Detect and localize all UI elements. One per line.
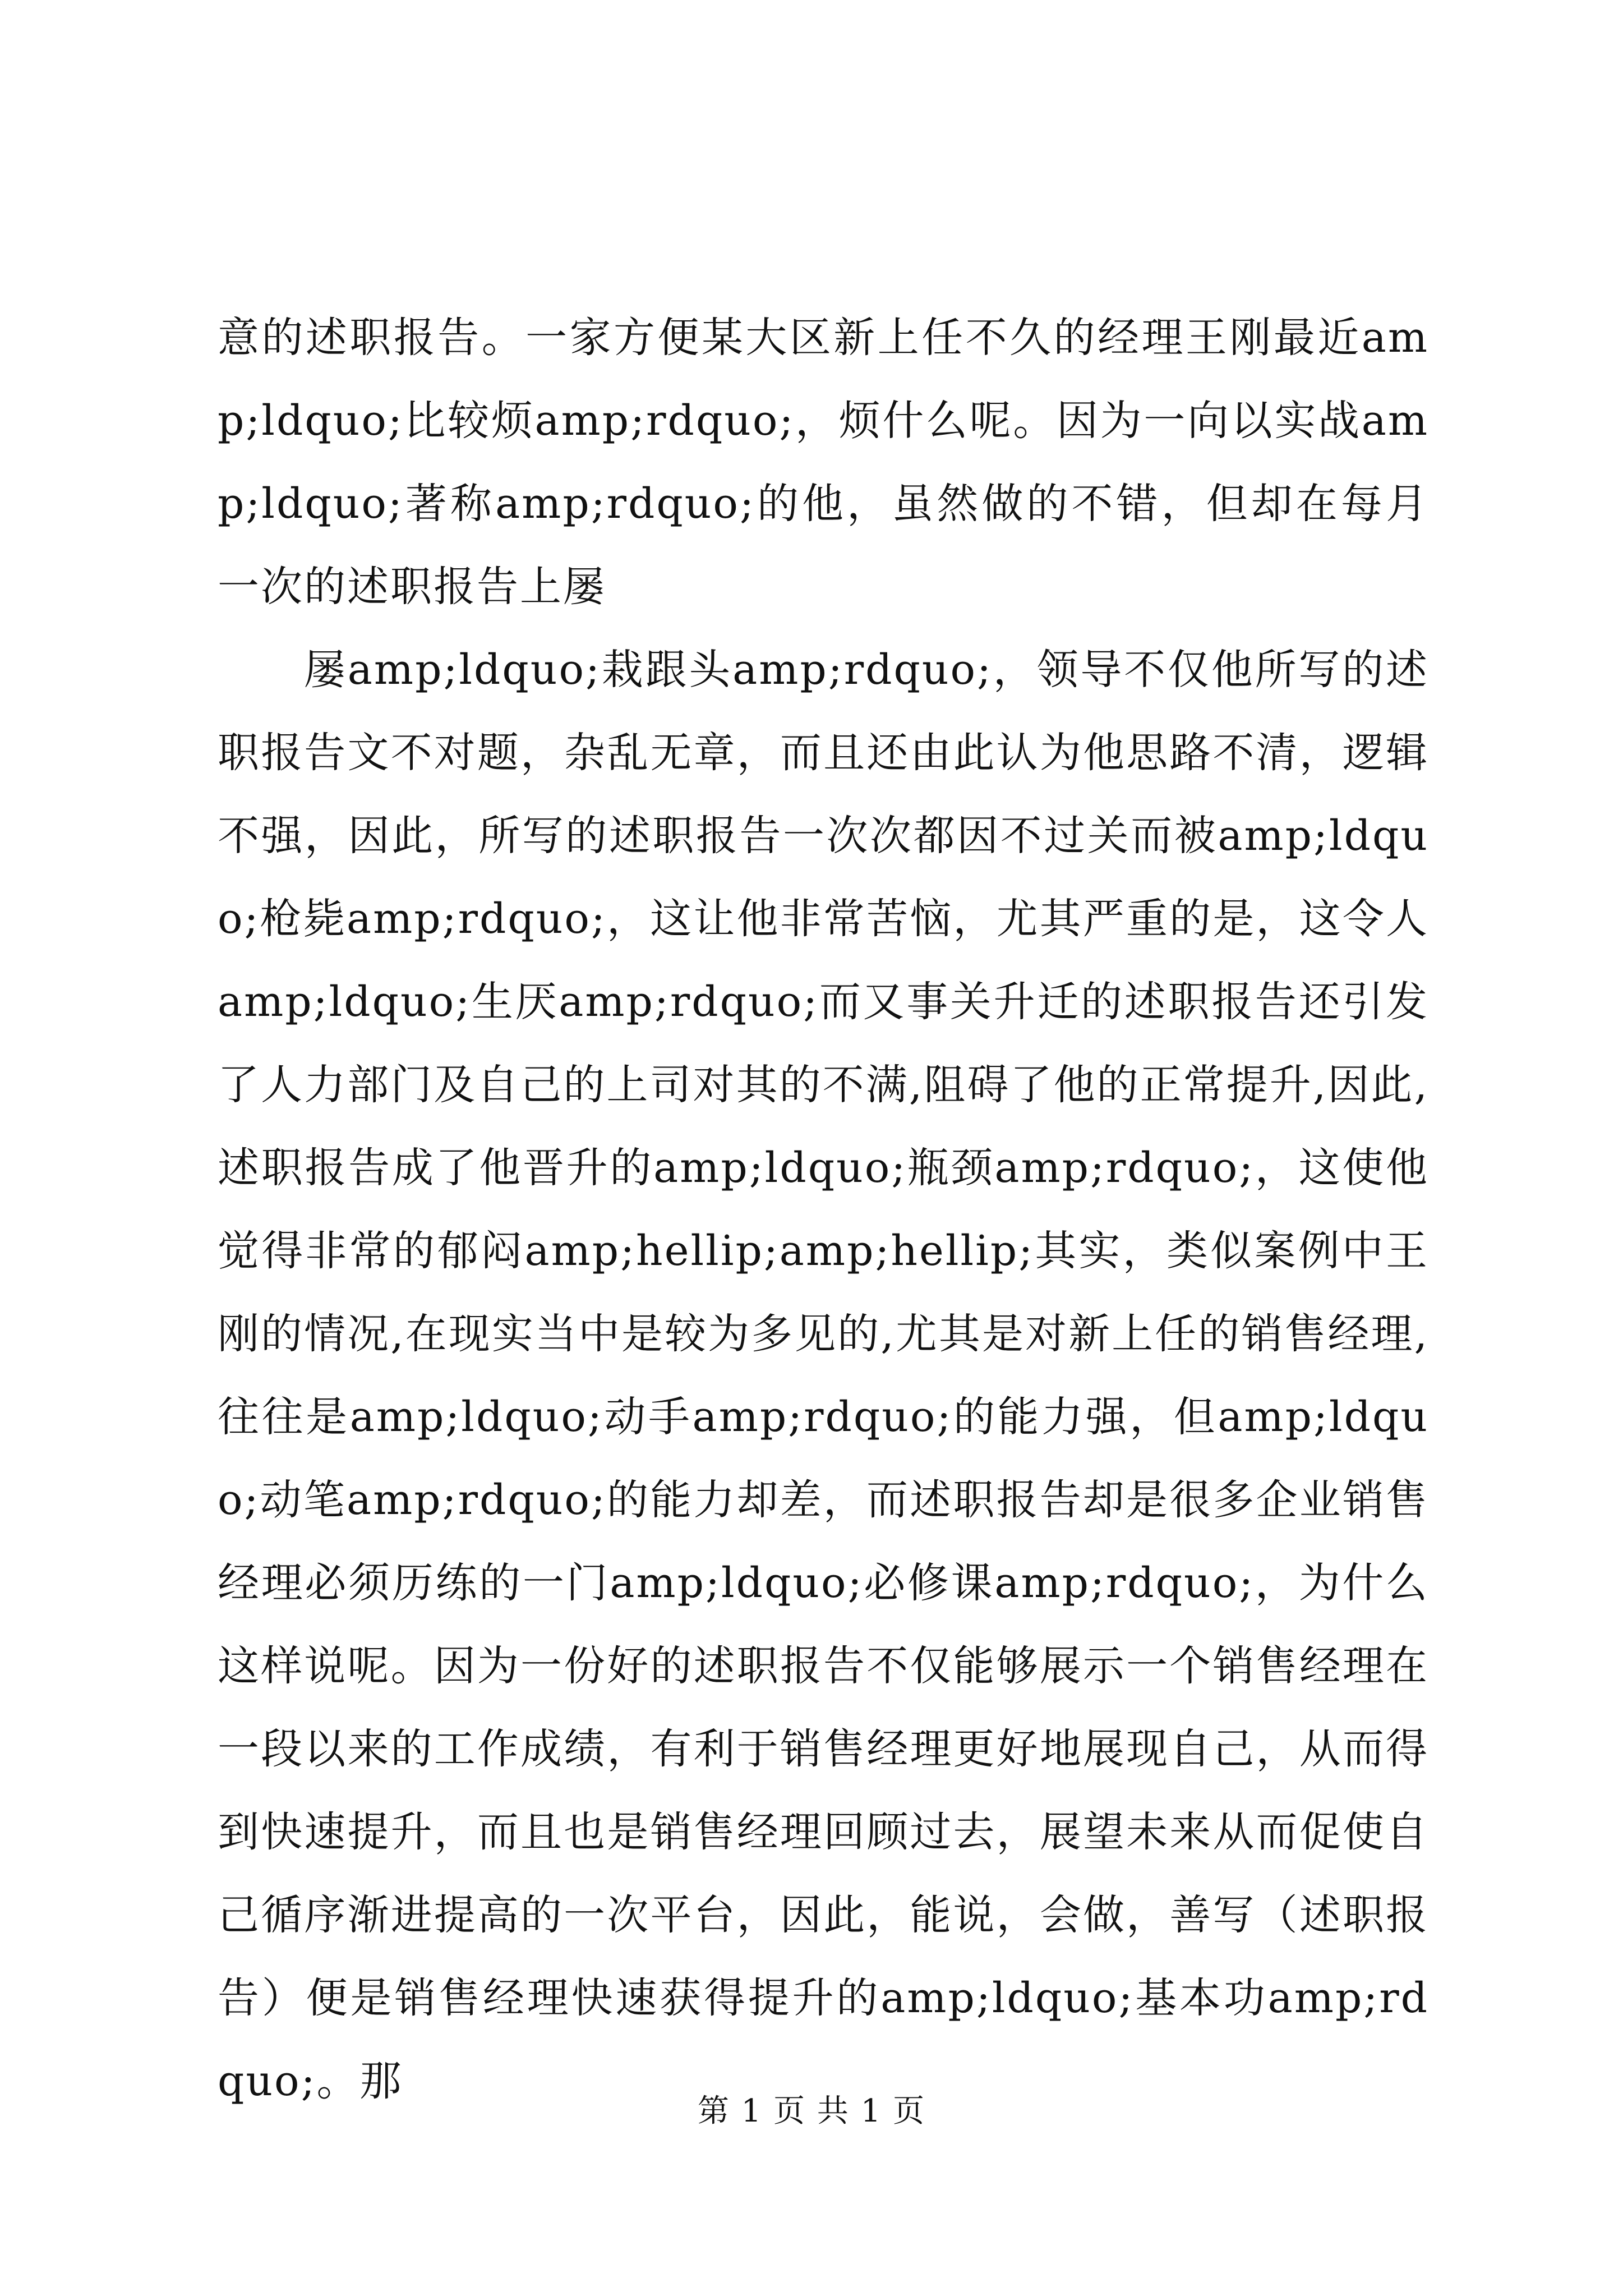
body-paragraph: 意的述职报告。一家方便某大区新上任不久的经理王刚最近amp;ldquo;比较烦amp;rdquo;，烦什么呢。因为一向以实战amp;ldquo;著称amp;rdquo;的他，虽然做的不错，但却在每月一次的述职报告上屡 [218,314,1429,611]
page-footer: 第 1 页 共 1 页 [697,2093,926,2129]
body-paragraph: 屡amp;ldquo;栽跟头amp;rdquo;，领导不仅他所写的述职报告文不对题，杂乱无章，而且还由此认为他思路不清，逻辑不强，因此，所写的述职报告一次次都因不过关而被amp;ldquo;枪毙amp;rdquo;，这让他非常苦恼，尤其严重的是，这令人amp;ldquo;生厌amp;rdquo;而又事关升迁的述职报告还引发了人力部门及自己的上司对其的不满,阻碍了他的正常提升,因此,述职报告成了他晋升的amp;ldquo;瓶颈amp;rdquo;，这使他觉得非常的郁闷amp;hellip;amp;hellip;其实，类似案例中王刚的情况,在现实当中是较为多见的,尤其是对新上任的销售经理,往往是amp;ldquo;动手amp;rdquo;的能力强，但amp;ldquo;动笔amp;rdquo;的能力却差，而述职报告却是很多企业销售经理必须历练的一门amp;ldquo;必修课amp;rdquo;，为什么这样说呢。因为一份好的述职报告不仅能够展示一个销售经理在一段以来的工作成绩，有利于销售经理更好地展现自己，从而得到快速提升，而且也是销售经理回顾过去，展望未来从而促使自己循序渐进提高的一次平台，因此，能说，会做，善写（述职报告）便是销售经理快速获得提升的amp;ldquo;基本功amp;rdquo;。那 [218,646,1429,2105]
